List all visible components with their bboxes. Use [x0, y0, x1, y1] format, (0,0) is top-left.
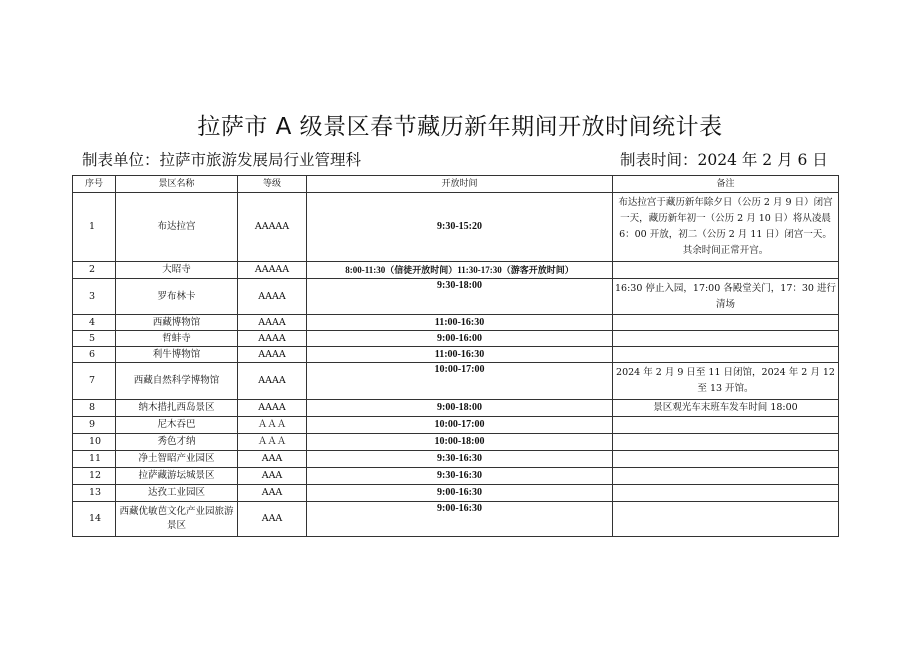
row-name: 净土智昭产业园区 [116, 451, 238, 468]
row-no: 1 [73, 193, 116, 262]
row-level: ＡＡＡ [238, 434, 307, 451]
row-name: 大昭寺 [116, 262, 238, 279]
opening-hours-table [72, 175, 839, 537]
row-note [613, 347, 839, 363]
row-note [613, 331, 839, 347]
table-row [73, 331, 839, 347]
row-name: 纳木措扎西岛景区 [116, 400, 238, 417]
row-note [613, 434, 839, 451]
row-level: AAAA [238, 347, 307, 363]
row-no: 3 [73, 279, 116, 315]
row-name: 哲蚌寺 [116, 331, 238, 347]
row-level: AAAAA [238, 193, 307, 262]
row-hours: 9:30-16:30 [307, 468, 613, 485]
row-name: 拉萨藏游坛城景区 [116, 468, 238, 485]
table-row [73, 193, 839, 262]
row-level: AAA [238, 451, 307, 468]
row-hours: 10:00-18:00 [307, 434, 613, 451]
row-note [613, 485, 839, 502]
row-no: 4 [73, 315, 116, 331]
row-no: 2 [73, 262, 116, 279]
row-hours: 10:00-17:00 [307, 417, 613, 434]
row-name: 秀色才纳 [116, 434, 238, 451]
row-note [613, 262, 839, 279]
row-hours: 9:30-16:30 [307, 451, 613, 468]
row-level: AAAA [238, 279, 307, 315]
row-name: 罗布林卡 [116, 279, 238, 315]
row-hours: 9:30-18:00 [307, 279, 613, 315]
table-row [73, 279, 839, 315]
row-name: 利牛博物馆 [116, 347, 238, 363]
row-hours: 9:00-16:30 [307, 485, 613, 502]
header-no: 序号 [73, 176, 116, 193]
table-row [73, 451, 839, 468]
row-level: ＡＡＡ [238, 417, 307, 434]
row-no: 14 [73, 502, 116, 537]
row-no: 12 [73, 468, 116, 485]
row-name: 西藏优敏芭文化产业园旅游景区 [116, 502, 238, 537]
row-level: AAA [238, 502, 307, 537]
row-level: AAA [238, 468, 307, 485]
table-row [73, 468, 839, 485]
row-note: 2024 年 2 月 9 日至 11 日闭馆，2024 年 2 月 12 至 13 开馆。 [613, 363, 839, 400]
row-hours: 11:00-16:30 [307, 347, 613, 363]
row-hours: 10:00-17:00 [307, 363, 613, 400]
table-row [73, 502, 839, 537]
table-row [73, 315, 839, 331]
table-header-row [73, 176, 839, 193]
row-no: 9 [73, 417, 116, 434]
table-row [73, 485, 839, 502]
row-no: 8 [73, 400, 116, 417]
row-note [613, 315, 839, 331]
header-level: 等级 [238, 176, 307, 193]
row-level: AAAA [238, 315, 307, 331]
row-no: 6 [73, 347, 116, 363]
header-hours: 开放时间 [307, 176, 613, 193]
row-name: 尼木吞巴 [116, 417, 238, 434]
row-hours: 9:30-15:20 [307, 193, 613, 262]
row-note: 16:30 停止入园，17:00 各殿堂关门，17：30 进行清场 [613, 279, 839, 315]
row-hours: 9:00-16:30 [307, 502, 613, 537]
row-level: AAA [238, 485, 307, 502]
row-hours: 9:00-16:00 [307, 331, 613, 347]
row-no: 10 [73, 434, 116, 451]
table-row [73, 262, 839, 279]
row-note [613, 502, 839, 537]
page-title: 拉萨市 A 级景区春节藏历新年期间开放时间统计表 [197, 114, 723, 140]
row-name: 西藏自然科学博物馆 [116, 363, 238, 400]
row-note [613, 451, 839, 468]
row-level: AAAA [238, 331, 307, 347]
row-note: 布达拉宫于藏历新年除夕日（公历 2 月 9 日）闭宫一天，藏历新年初一（公历 2 月 10 日）将从凌晨 6：00 开放，初二（公历 2 月 11 日）闭宫一天。其余时间正常开宫。 [613, 193, 839, 262]
row-hours: 11:00-16:30 [307, 315, 613, 331]
row-no: 13 [73, 485, 116, 502]
row-no: 7 [73, 363, 116, 400]
row-no: 5 [73, 331, 116, 347]
row-level: AAAA [238, 400, 307, 417]
table-row [73, 417, 839, 434]
row-name: 西藏博物馆 [116, 315, 238, 331]
row-level: AAAA [238, 363, 307, 400]
row-note [613, 468, 839, 485]
row-name: 达孜工业园区 [116, 485, 238, 502]
table-row [73, 363, 839, 400]
row-note [613, 417, 839, 434]
header-name: 景区名称 [116, 176, 238, 193]
row-note: 景区观光车末班车发车时间 18:00 [613, 400, 839, 417]
row-no: 11 [73, 451, 116, 468]
compiling-date: 制表时间：2024 年 2 月 6 日 [620, 151, 828, 169]
row-name: 布达拉宫 [116, 193, 238, 262]
header-note: 备注 [613, 176, 839, 193]
row-hours: 8:00-11:30（信徒开放时间）11:30-17:30（游客开放时间） [307, 262, 613, 279]
compiling-unit: 制表单位：拉萨市旅游发展局行业管理科 [82, 151, 362, 169]
table-row [73, 347, 839, 363]
row-hours: 9:00-18:00 [307, 400, 613, 417]
table-row [73, 434, 839, 451]
row-level: AAAAA [238, 262, 307, 279]
table-row [73, 400, 839, 417]
